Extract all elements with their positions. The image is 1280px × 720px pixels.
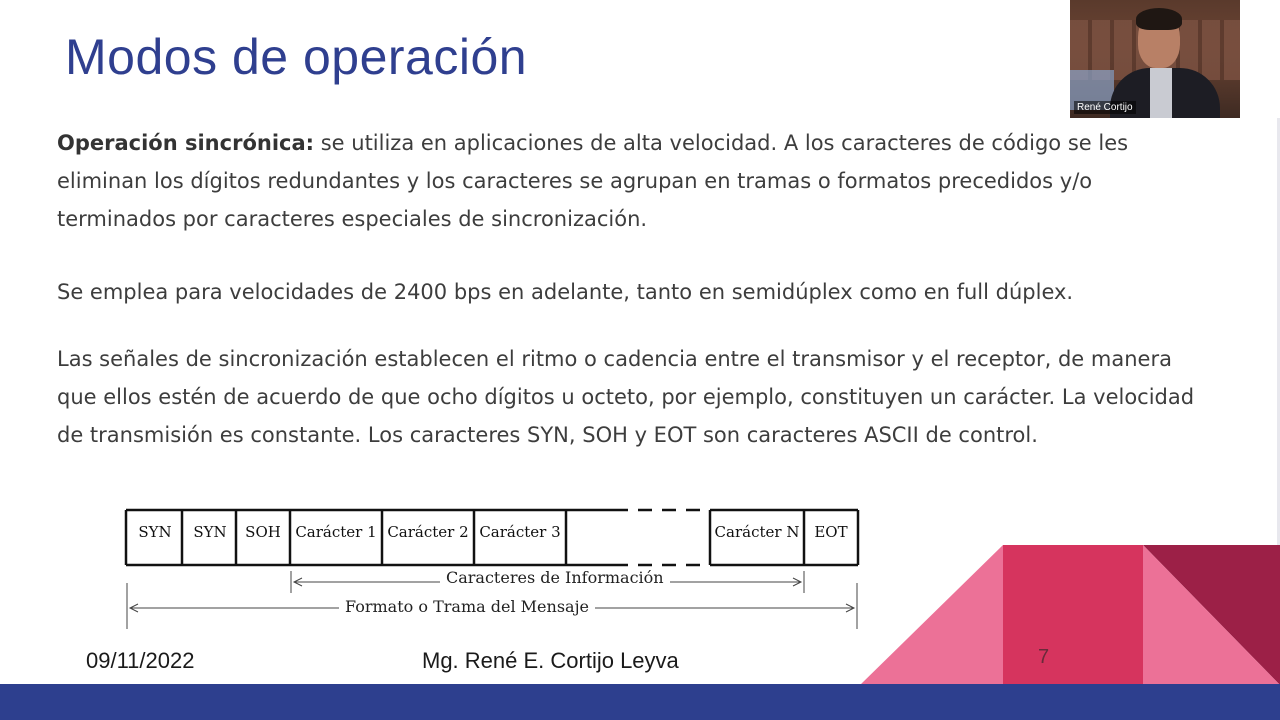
cell-character-3: Carácter 3: [479, 523, 561, 541]
decorative-shapes: [860, 545, 1280, 685]
info-characters-label: Caracteres de Información: [440, 568, 670, 587]
cell-character-1: Carácter 1: [295, 523, 377, 541]
paragraph-speeds: Se emplea para velocidades de 2400 bps en adelante, tanto en semidúplex como en full dúplex.: [57, 280, 1074, 304]
message-frame-label: Formato o Trama del Mensaje: [339, 597, 595, 616]
presenter-shirt: [1150, 68, 1172, 118]
paragraph-sync-signals: Las señales de sincronización establecen el ritmo o cadencia entre el transmisor y el receptor, de manera que ellos estén de acuerdo de que ocho dígitos u octeto, por ejemplo, constituyen un carácter. La velocidad de transmisión es constante. Los caracteres SYN, SOH y EOT son caracteres ASCII de control.: [57, 347, 1195, 447]
deco-triangle-left: [860, 545, 1003, 685]
webcam-video[interactable]: [1070, 0, 1240, 118]
cell-eot: EOT: [814, 523, 848, 541]
frame-diagram: [124, 507, 864, 637]
cell-character-2: Carácter 2: [387, 523, 469, 541]
bottom-bar: [0, 684, 1280, 720]
slide-title: Modos de operación: [65, 29, 528, 85]
cell-soh: SOH: [245, 523, 281, 541]
presenter-hair: [1136, 8, 1182, 30]
paragraph-synchronous-heading: Operación sincrónica:: [57, 131, 315, 155]
footer-author: Mg. René E. Cortijo Leyva: [422, 648, 679, 673]
paragraph-synchronous: [57, 124, 1197, 238]
slide-number: 7: [1038, 646, 1050, 668]
cell-syn-1: SYN: [138, 523, 172, 541]
deco-square-center: [1003, 545, 1143, 685]
webcam-participant-name: René Cortijo: [1074, 101, 1136, 114]
footer-date: 09/11/2022: [86, 648, 195, 673]
paragraph-synchronous-text: se utiliza en aplicaciones de alta velocidad. A los caracteres de código se les eliminan los dígitos redundantes y los caracteres se agrupan en tramas o formatos precedidos y/o terminados por caracteres especiales de sincronización.: [57, 131, 1129, 231]
cell-character-n: Carácter N: [714, 523, 800, 541]
cell-syn-2: SYN: [193, 523, 227, 541]
